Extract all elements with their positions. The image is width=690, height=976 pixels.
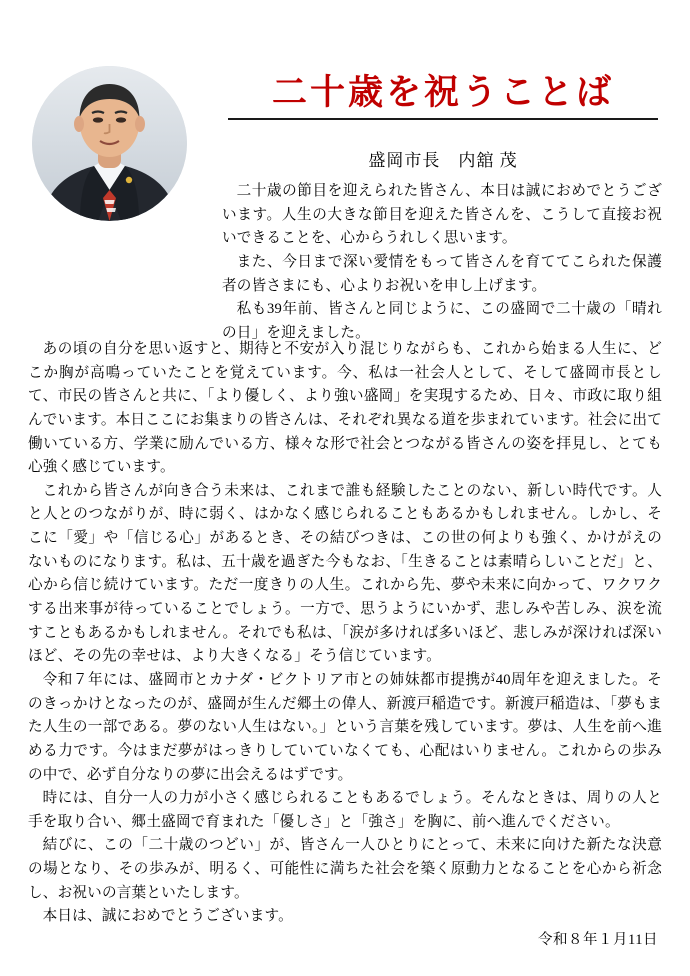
- portrait-illustration: [32, 66, 187, 221]
- body-text-upper: [222, 180, 662, 345]
- signature-date: 令和８年１月11日: [538, 932, 658, 948]
- title-block: [228, 72, 658, 171]
- paragraph: 私も39年前、皆さんと同じように、この盛岡で二十歳の「晴れの日」を迎えました。: [222, 301, 662, 341]
- paragraph: 本日は、誠におめでとうございます。: [42, 908, 293, 925]
- paragraph: 令和７年には、盛岡市とカナダ・ビクトリア市との姉妹都市提携が40周年を迎えました。そのきっかけとなったのが、盛岡が生んだ郷土の偉人、新渡戸稲造です。新渡戸稲造は、「夢もまた人生の一部である。夢のない人生はない。」という言葉を残しています。夢は、人生を前へ進める力です。今はまだ夢がはっきりしていていなくても、心配はいりません。これからの歩みの中で、必ず自分なりの夢に出会えるはずです。: [28, 671, 662, 783]
- paragraph: あの頃の自分を思い返すと、期待と不安が入り混じりながらも、これから始まる人生に、どこか胸が高鳴っていたことを覚えています。今、私は一社会人として、そして盛岡市長として、市民の皆さんと共に、「より優しく、より強い盛岡」を実現するため、日々、市政に取り組んでいます。本日ここにお集まりの皆さんは、それぞれ異なる道を歩まれています。社会に出て働いている方、学業に励んでいる方、様々な形で社会とつながる皆さんの姿を拝見し、とても心強く感じています。: [28, 341, 662, 476]
- avatar: [32, 66, 187, 221]
- paragraph: これから皆さんが向き合う未来は、これまで誰も経験したことのない、新しい時代です。人と人とのつながりが、時に弱く、はかなく感じられることもあるかもしれません。しかし、そこに「愛」や「信じる心」があるとき、その結びつきは、この世の何よりも強く、かけがえのないものになります。私は、五十歳を過ぎた今もなお、「生きることは素晴らしいことだ」と、心から信じ続けています。ただ一度きりの人生。これから先、夢や未来に向かって、ワクワクする出来事が待っていることでしょう。一方で、思うようにいかず、悲しみや苦しみ、涙を流すこともあるかもしれません。それでも私は、「涙が多ければ多いほど、悲しみが深ければ深いほど、その先の幸せは、より大きくなる」そう信じています。: [28, 482, 662, 665]
- paragraph: また、今日まで深い愛情をもって皆さんを育ててこられた保護者の皆さまにも、心よりお祝いを申し上げます。: [222, 253, 662, 294]
- document-header: [0, 0, 690, 170]
- paragraph: 二十歳の節目を迎えられた皆さん、本日は誠におめでとうございます。人生の大きな節目を迎えた皆さんを、こうして直接お祝いできることを、心からうれしく思います。: [222, 183, 662, 247]
- title-divider: [228, 118, 658, 120]
- body-text-lower: [28, 338, 662, 929]
- author-name: 盛岡市長 内舘 茂: [368, 151, 518, 170]
- paragraph: 時には、自分一人の力が小さく感じられることもあるでしょう。そんなときは、周りの人と手を取り合い、郷土盛岡で育まれた「優しさ」と「強さ」を胸に、前へ進んでください。: [28, 790, 662, 830]
- page-title: 二十歳を祝うことば: [271, 73, 614, 112]
- paragraph: 結びに、この「二十歳のつどい」が、皆さん一人ひとりにとって、未来に向けた新たな決意の場となり、その歩みが、明るく、可能性に満ちた社会を築く原動力となることを心から祈念し、お祝いの言葉といたします。: [28, 837, 662, 901]
